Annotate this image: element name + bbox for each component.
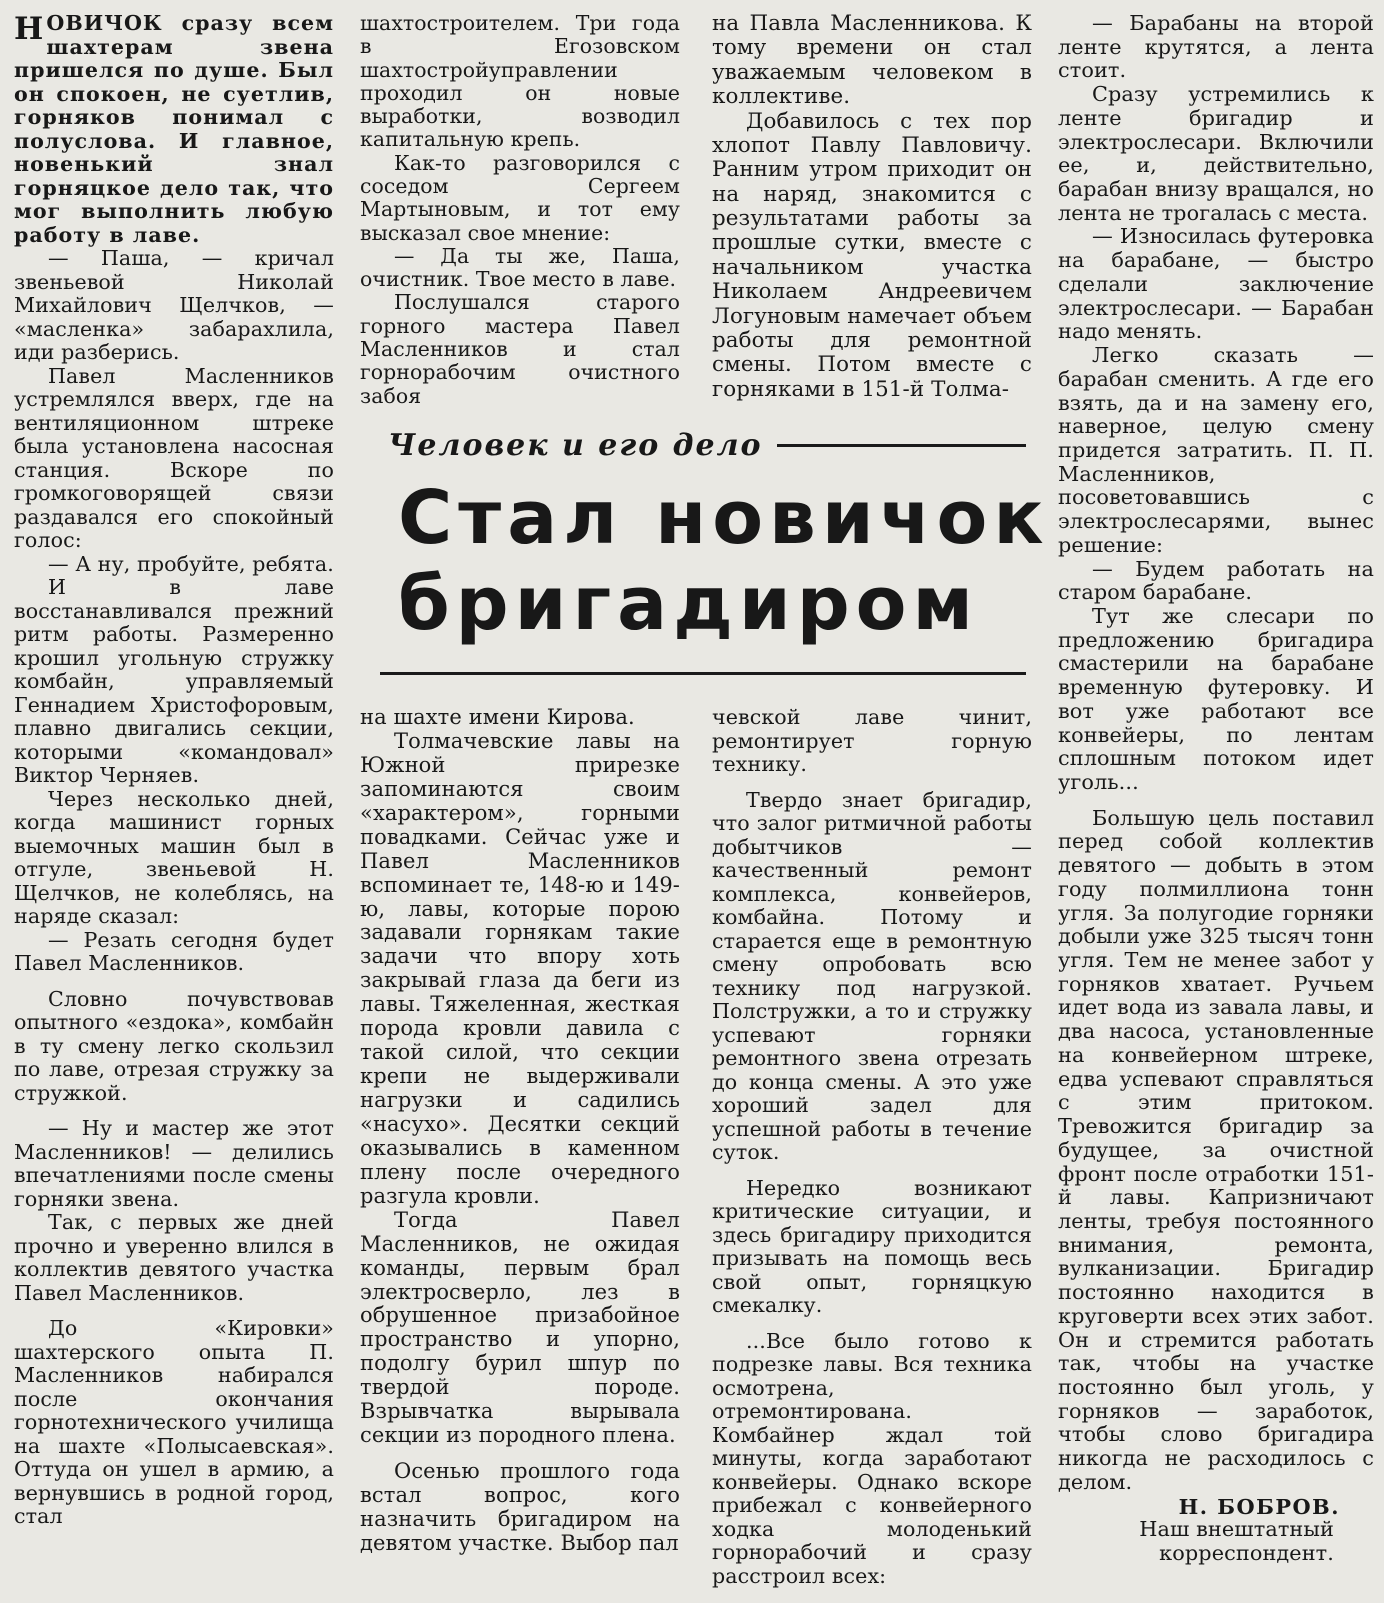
paragraph: Большую цель поставил перед собой коллектив девятого — добыть в этом году полмиллиона тонн угля. За полугодие горняки добыли уже 325 тысяч тонн угля. Тем не менее забот у горняков хватает. Ручьем идет вода из завала лавы, и два насоса, установленные на конвейерном штреке, едва успевают справляться с этим притоком. Тревожится бригадир за будущее, за очистной фронт после отработки 151-й лавы. Капризничают ленты, требуя постоянного внимания, ремонта, вулканизации. Бригадир постоянно находится в круговерти всех этих забот. Он и стремится работать так, чтобы на участке постоянно был уголь, у горняков — заработок, чтобы слово бригадира никогда не расходилось с делом. <box>1058 805 1374 1494</box>
paragraph: — Будем работать на старом барабане. <box>1058 556 1374 605</box>
headline <box>398 475 1050 647</box>
paragraph: Добавилось с тех пор хлопот Павлу Павловичу. Ранним утром приходит он на наряд, знакомится с результатами работы за прошлые сутки, вместе с начальником участка Николаем Андреевичем Логуновым намечает объем работы для ремонтной смены. Потом вместе с горняками в 151-й Толма- <box>712 108 1032 402</box>
paragraph: шахтостроителем. Три года в Егозовском шахтостройуправлении проходил он новые выработки, возводил капитальную крепь. <box>360 11 680 152</box>
paragraph: До «Кировки» шахтерского опыта П. Масленников набирался после окончания горнотехнического училища на шахте «Полысаевская». Оттуда он ушел в армию, а вернувшись в родной город, стал <box>14 1316 334 1528</box>
paragraph: Словно почувствовав опытного «ездока», комбайн в ту смену легко скользил по лаве, отрезая стружку за стружкой. <box>14 986 334 1105</box>
paragraph: — Паша, — кричал звеньевой Николай Михайлович Щелчков, — «масленка» забарахлила, иди разберись. <box>14 246 334 364</box>
rubric-row <box>388 428 1026 463</box>
paragraph: Легко сказать — барабан сменить. А где его взять, да и на замену его, наверное, целую смену придется затратить. П. П. Масленников, посоветовавшись с электрослесарями, вынес решение: <box>1058 343 1374 557</box>
article-heading <box>388 428 1050 688</box>
paragraph: Через несколько дней, когда машинист горных выемочных машин был в отгуле, звеньевой Н. Щелчков, не колеблясь, на наряде сказал: <box>14 786 334 928</box>
drop-cap: Н <box>14 11 44 47</box>
paragraph: ...Все было готово к подрезке лавы. Вся техника осмотрена, отремонтирована. Комбайнер ждал той минуты, когда заработают конвейеры. Однако вскоре прибежал с конвейерного ходка молоденький горнорабочий и сразу расстроил всех: <box>712 1328 1032 1588</box>
paragraph: на шахте имени Кирова. <box>360 705 635 729</box>
paragraph: Тут же слесари по предложению бригадира смастерили на барабане временную футеровку. И вот уже работают все конвейеры, по лентам сплошным потоком идет уголь... <box>1058 603 1374 794</box>
paragraph: И в лаве восстанавливался прежний ритм работы. Размеренно крошил угольную стружку комбайн, управляемый Геннадием Христофоровым, плавно двигались секции, которыми «командовал» Виктор Черняев. <box>14 575 334 787</box>
paragraph: Сразу устремились к ленте бригадир и электрослесари. Включили ее, и, действительно, барабан внизу вращался, но лента не трогалась с места. <box>1058 82 1374 225</box>
paragraph: на Павла Масленникова. К тому времени он стал уважаемым человеком в коллективе. <box>712 11 1032 110</box>
article-column-1 <box>14 12 334 1529</box>
paragraph: Твердо знает бригадир, что залог ритмичной работы добытчиков — качественный ремонт комплекса, конвейеров, комбайна. Потому и старается еще в ремонтную смену опробовать всю технику под нагрузкой. Полстружки, а то и стружку успевают горняки ремонтного звена отрезать до конца смены. А это уже хороший задел для успешной работы в течение суток. <box>712 787 1032 1164</box>
paragraph: Тогда Павел Масленников, не ожидая команды, первым брал электросверло, лез в обрушенное призабойное пространство и упорно, подолгу бурил шпур по твердой породе. Взрывчатка вырывала секции из породного плена. <box>360 1207 680 1448</box>
paragraph: Так, с первых же дней прочно и уверенно влился в коллектив девятого участка Павел Масленников. <box>14 1210 334 1305</box>
paragraph: — Барабаны на второй ленте крутятся, а лента стоит. <box>1058 11 1374 83</box>
paragraph: — Износилась футеровка на барабане, — быстро сделали заключение электрослесари. — Барабан надо менять. <box>1058 224 1374 344</box>
paragraph: Как-то разговорился с соседом Сергеем Мартыновым, и тот ему высказал свое мнение: <box>360 150 680 245</box>
rubric-label: Человек и его дело <box>388 428 763 463</box>
headline-divider <box>380 672 1026 675</box>
paragraph: Послушался старого горного мастера Павел Масленников и стал горнорабочим очистного забоя <box>360 290 680 408</box>
paragraph: Осенью прошлого года встал вопрос, кого назначить бригадиром на девятом участке. Выбор пал <box>360 1459 680 1555</box>
paragraph: чевской лаве чинит, ремонтирует горную технику. <box>712 705 1032 776</box>
headline-line-1: Стал новичок <box>398 475 1050 561</box>
article-column-3-bottom <box>712 706 1032 1588</box>
article-column-2-top <box>360 12 680 408</box>
lead-text: ОВИЧОК сразу всем шахтерам звена пришелся по душе. Был он спокоен, не суетлив, горняков понимал с полуслова. И главное, новенький знал горняцкое дело так, что мог выполнить любую работу в лаве. <box>14 11 334 247</box>
paragraph: — Ну и мастер же этот Масленников! — делились впечатлениями после смены горняки звена. <box>14 1116 334 1211</box>
rubric-divider <box>777 444 1026 447</box>
paragraph: Толмачевские лавы на Южной прирезке запоминаются своим «характером», горными повадками. Сейчас уже и Павел Масленников вспоминает те, 148-ю и 149-ю, лавы, которые порою задавали горнякам такие задачи что впору хоть закрывай глаза да беги из лавы. Тяжеленная, жесткая порода кровли давила с такой силой, что секции крепи не выдерживали нагрузки и садились «насухо». Десятки секций оказывались в каменном плену после очередного разгула кровли. <box>360 728 680 1208</box>
paragraph <box>14 12 334 247</box>
paragraph: — Да ты же, Паша, очистник. Твое место в лаве. <box>360 243 680 292</box>
paragraph: Нередко возникают критические ситуации, и здесь бригадиру приходится призывать на помощь весь свой опыт, горняцкую смекалку. <box>712 1175 1032 1317</box>
headline-line-2: бригадиром <box>398 561 979 647</box>
paragraph: Павел Масленников устремлялся вверх, где на вентиляционном штреке была установлена насосная станция. Вскоре по громкоговорящей связи раздавался его спокойный голос: <box>14 363 334 552</box>
article-column-3-top <box>712 12 1032 402</box>
author-signature: Н. БОБРОВ. <box>1178 1493 1340 1519</box>
author-role: Наш внештатный корреспондент. <box>1139 1517 1334 1565</box>
paragraph: — А ну, пробуйте, ребята. <box>48 551 334 576</box>
article-column-4 <box>1058 12 1374 1566</box>
article-column-2-bottom <box>360 706 680 1556</box>
paragraph: — Резать сегодня будет Павел Масленников. <box>14 927 334 975</box>
